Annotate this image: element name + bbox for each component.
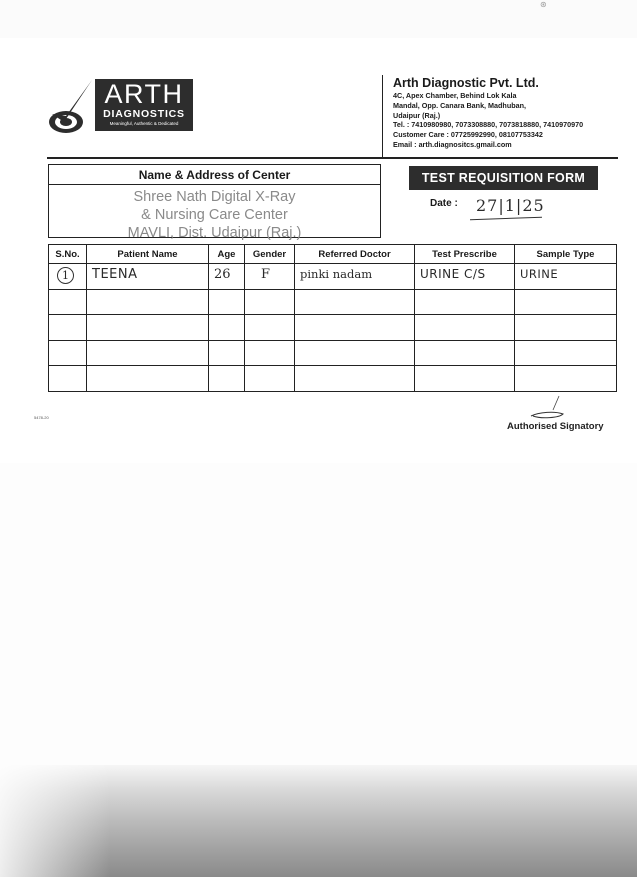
arth-logo-mark-icon <box>46 76 96 136</box>
table-cell <box>515 289 617 315</box>
table-cell <box>209 366 245 392</box>
date-value: 27|1|25 <box>476 196 545 215</box>
company-address-line: Udaipur (Raj.) <box>393 110 441 120</box>
header-patient-name: Patient Name <box>87 245 209 264</box>
cell-age: 26 <box>209 264 245 290</box>
table-cell <box>415 289 515 315</box>
header-divider <box>382 75 383 157</box>
table-row <box>49 315 617 341</box>
cell-sno <box>49 264 87 290</box>
cell-referred-doctor: pinki nadam <box>295 264 415 290</box>
requisition-table <box>48 244 617 392</box>
table-row <box>49 264 617 290</box>
center-stamp <box>49 185 380 242</box>
header-age: Age <box>209 245 245 264</box>
header-test-prescribe: Test Prescribe <box>415 245 515 264</box>
table-cell <box>415 340 515 366</box>
cell-sample-type: URINE <box>515 264 617 290</box>
table-cell <box>49 315 87 341</box>
table-cell <box>87 366 209 392</box>
scan-blank-area <box>0 463 637 768</box>
form-title: TEST REQUISITION FORM <box>409 166 598 190</box>
table-row <box>49 289 617 315</box>
logo-subtitle: DIAGNOSTICS <box>103 108 185 120</box>
company-address-line: 4C, Apex Chamber, Behind Lok Kala <box>393 91 517 100</box>
cell-test-prescribe: URINE C/S <box>415 264 515 290</box>
center-address-box <box>48 164 381 241</box>
company-customer-care-line: Customer Care : 07725992990, 08107753342 <box>393 130 543 140</box>
logo-tagline: Meaningful, Authentic & Dedicated <box>109 121 179 126</box>
table-cell <box>295 315 415 341</box>
company-block <box>393 75 633 150</box>
stamp-line: & Nursing Care Center <box>141 207 288 223</box>
date-label: Date : <box>430 198 458 209</box>
table-row <box>49 366 617 392</box>
table-cell <box>295 289 415 315</box>
form-code: 5478-20 <box>34 415 49 420</box>
stamp-line: Shree Nath Digital X-Ray <box>133 189 296 205</box>
table-cell <box>49 289 87 315</box>
company-name: Arth Diagnostic Pvt. Ltd. <box>393 76 539 90</box>
table-cell <box>415 315 515 341</box>
table-cell <box>295 366 415 392</box>
table-cell <box>245 315 295 341</box>
table-cell <box>515 340 617 366</box>
table-cell <box>87 340 209 366</box>
arth-logo <box>95 79 193 131</box>
table-cell <box>49 340 87 366</box>
logo-brand: ARTH <box>104 79 184 109</box>
table-cell <box>515 315 617 341</box>
table-cell <box>49 366 87 392</box>
table-cell <box>245 340 295 366</box>
stamp-line: MAVLI, Dist. Udaipur (Raj.) <box>127 225 302 241</box>
header-gender: Gender <box>245 245 295 264</box>
table-row <box>49 340 617 366</box>
corner-mark: ⊛ <box>540 0 547 9</box>
table-cell <box>87 315 209 341</box>
header-rule <box>47 157 618 159</box>
scan-shadow <box>0 765 637 877</box>
company-email-line: Email : arth.diagnositcs.gmail.com <box>393 139 512 149</box>
table-cell <box>209 289 245 315</box>
header-sample-type: Sample Type <box>515 245 617 264</box>
company-address-line: Mandal, Opp. Canara Bank, Madhuban, <box>393 100 526 110</box>
cell-patient-name: TEENA <box>87 264 209 290</box>
header-referred-doctor: Referred Doctor <box>295 245 415 264</box>
authorised-signatory: Authorised Signatory <box>507 421 604 432</box>
table-cell <box>295 340 415 366</box>
table-cell <box>209 340 245 366</box>
header-sno: S.No. <box>49 245 87 264</box>
center-heading: Name & Address of Center <box>49 165 380 185</box>
table-header-row <box>49 245 617 264</box>
table-cell <box>87 289 209 315</box>
table-cell <box>245 289 295 315</box>
cell-gender: F <box>245 264 295 290</box>
company-phone-line: Tel. : 7410980980, 7073308880, 7073818880, 7410970970 <box>393 120 584 130</box>
table-cell <box>415 366 515 392</box>
table-cell <box>515 366 617 392</box>
sno-circled: 1 <box>57 267 74 284</box>
table-cell <box>245 366 295 392</box>
table-cell <box>209 315 245 341</box>
